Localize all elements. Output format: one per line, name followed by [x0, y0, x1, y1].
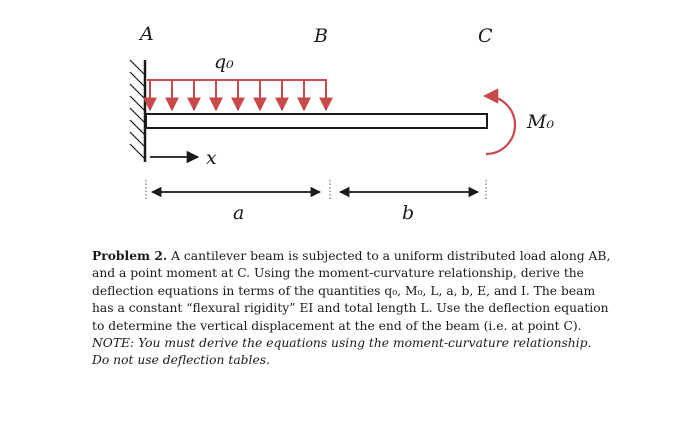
- moment-arrow: [486, 96, 515, 154]
- beam: [146, 114, 487, 128]
- dimension-b-label: b: [402, 202, 415, 224]
- fixed-support: [130, 60, 145, 162]
- problem-body: A cantilever beam is subjected to a uniform distributed load along AB, and a point moment at C. Using the moment-curvature relationship, derive the deflection equations in terms of the quantities q₀, M₀, L, a, b, E, and I. The beam has a constant “flexural rigidity” EI and total length L. Use the deflection equation to determine the vertical displacement at the end of the beam (i.e. at point C).: [92, 249, 611, 333]
- load-label: q₀: [214, 51, 234, 73]
- dimension-a-label: a: [233, 202, 245, 224]
- problem-note: NOTE: You must derive the equations using the moment-curvature relationship. Do not use deflection tables.: [92, 336, 592, 368]
- point-c-label: C: [478, 25, 493, 47]
- problem-heading: Problem 2.: [92, 248, 168, 263]
- point-b-label: B: [314, 25, 328, 47]
- point-a-label: A: [140, 23, 154, 45]
- distributed-load: [147, 80, 327, 110]
- moment-label: M₀: [527, 111, 555, 133]
- x-axis-label: x: [206, 147, 217, 169]
- problem-statement: [92, 247, 612, 370]
